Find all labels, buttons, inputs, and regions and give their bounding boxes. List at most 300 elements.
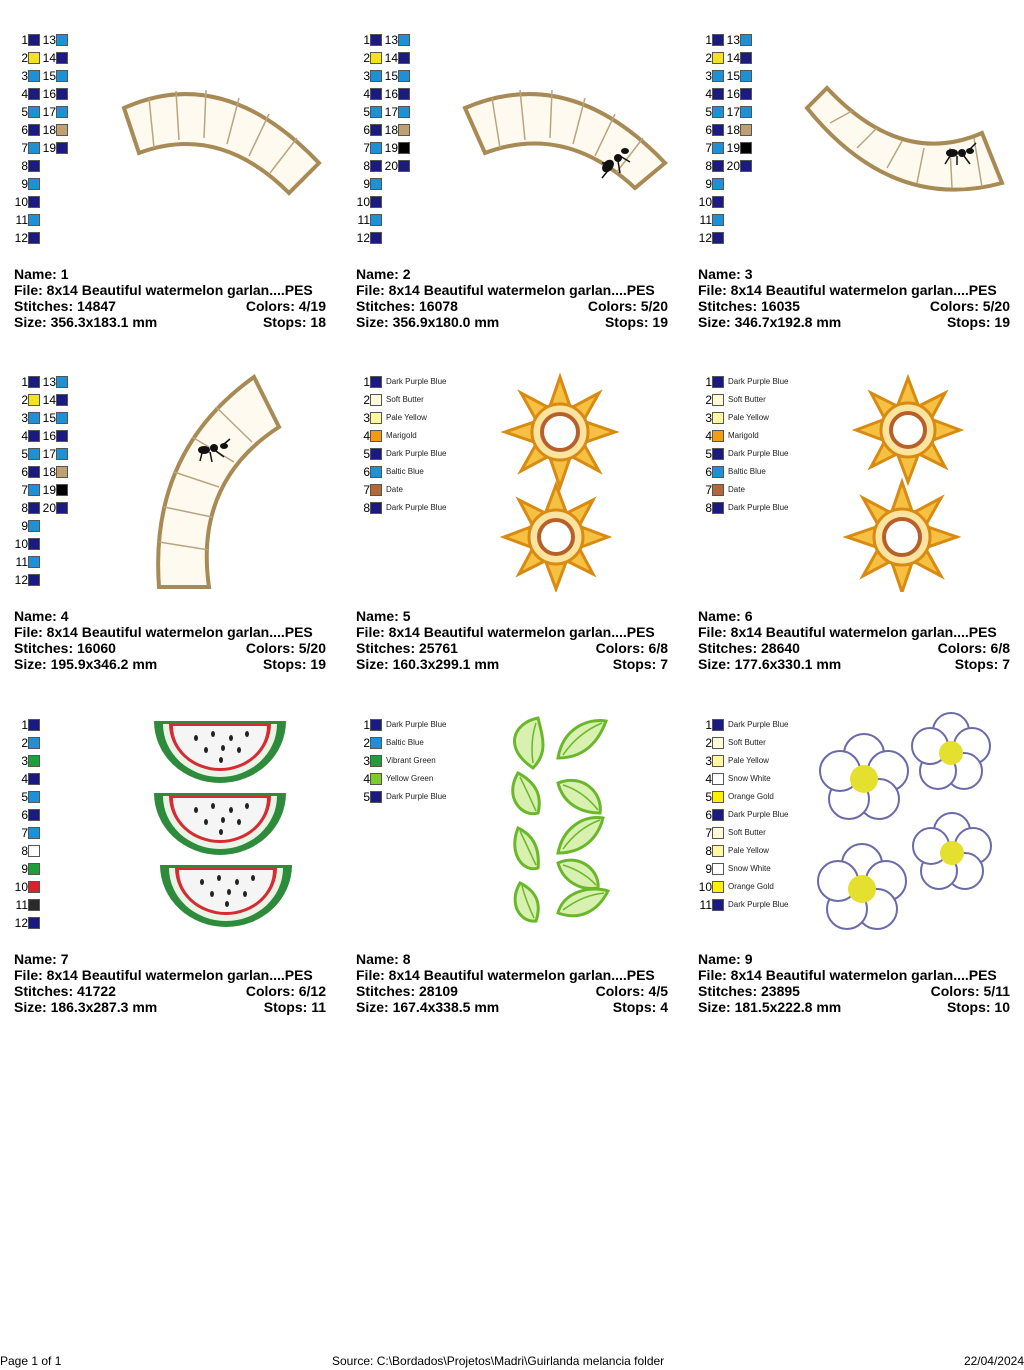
swatch-number: 15 <box>726 69 740 83</box>
swatch-color-box <box>28 845 40 857</box>
swatch-color-box <box>370 70 382 82</box>
design-name: 1 <box>60 266 69 282</box>
color-swatch <box>14 159 40 173</box>
color-count: 5/20 <box>640 298 668 314</box>
color-swatch <box>14 718 40 732</box>
swatch-number: 1 <box>21 375 28 389</box>
swatch-number: 11 <box>699 898 712 912</box>
swatch-number: 9 <box>705 177 712 191</box>
swatch-color-box <box>370 430 382 442</box>
swatch-color-box <box>28 502 40 514</box>
swatch-color-box <box>28 88 40 100</box>
color-count: 4/19 <box>298 298 326 314</box>
color-swatch <box>384 105 410 119</box>
swatch-number: 7 <box>705 141 712 155</box>
swatch-color-box <box>712 88 724 100</box>
swatch-color-box <box>712 124 724 136</box>
color-swatch <box>698 736 766 750</box>
file-name: 8x14 Beautiful watermelon garlan....PES <box>46 624 313 640</box>
swatch-color-box <box>56 70 68 82</box>
swatch-color-box <box>712 214 724 226</box>
color-swatch <box>698 483 745 497</box>
swatch-number: 18 <box>42 123 56 137</box>
swatch-color-box <box>370 214 382 226</box>
swatch-color-box <box>398 70 410 82</box>
design-info: Name: 1 File: 8x14 Beautiful watermelon garlan....PES Stitches: 14847 Colors: 4/19 Size: 356.3x183.1 mm Stops: 18 <box>14 266 326 330</box>
design-card-5[interactable] <box>356 350 686 672</box>
swatch-number: 19 <box>42 483 56 497</box>
color-swatch <box>14 51 40 65</box>
color-swatch <box>14 537 40 551</box>
leaves-image <box>508 713 618 933</box>
swatch-number: 12 <box>356 231 370 245</box>
swatch-color-box <box>28 809 40 821</box>
swatch-color-name: Yellow Green <box>386 774 434 783</box>
color-swatch <box>14 844 40 858</box>
swatch-color-box <box>370 376 382 388</box>
print-date: 22/04/2024 <box>963 1354 1024 1368</box>
color-count: 5/20 <box>298 640 326 656</box>
stop-count: 19 <box>652 314 668 330</box>
swatch-number: 6 <box>705 123 712 137</box>
swatch-number: 11 <box>699 213 712 227</box>
stitch-count: 16035 <box>761 298 800 314</box>
file-name: 8x14 Beautiful watermelon garlan....PES <box>730 282 997 298</box>
swatch-color-box <box>370 106 382 118</box>
swatch-color-name: Baltic Blue <box>386 467 424 476</box>
stop-count: 4 <box>660 999 668 1015</box>
swatch-color-name: Dark Purple Blue <box>728 900 789 909</box>
color-swatch <box>14 790 40 804</box>
swatch-color-box <box>712 412 724 424</box>
swatch-number: 1 <box>363 375 370 389</box>
swatch-color-box <box>370 502 382 514</box>
swatch-color-box <box>370 484 382 496</box>
swatch-color-box <box>56 412 68 424</box>
swatch-number: 12 <box>698 231 712 245</box>
swatch-number: 20 <box>726 159 740 173</box>
swatch-number: 17 <box>384 105 398 119</box>
color-swatch <box>356 772 433 786</box>
design-card-7[interactable] <box>14 693 344 1015</box>
swatch-color-box <box>398 52 410 64</box>
swatch-number: 3 <box>21 411 28 425</box>
color-swatch <box>356 123 382 137</box>
color-swatch <box>14 519 40 533</box>
swatch-number: 1 <box>705 718 712 732</box>
swatch-number: 14 <box>42 51 56 65</box>
design-info: Name: 8 File: 8x14 Beautiful watermelon garlan....PES Stitches: 28109 Colors: 4/5 Size: 167.4x338.5 mm Stops: 4 <box>356 951 668 1015</box>
swatch-color-box <box>712 376 724 388</box>
swatch-color-box <box>712 502 724 514</box>
color-count: 5/11 <box>983 983 1010 999</box>
watermelon-slices-image <box>151 718 296 933</box>
swatch-number: 10 <box>698 195 712 209</box>
swatch-number: 11 <box>15 555 28 569</box>
color-swatch <box>356 213 382 227</box>
swatch-color-box <box>370 719 382 731</box>
swatch-color-box <box>712 448 724 460</box>
swatch-number: 3 <box>705 411 712 425</box>
swatch-number: 1 <box>21 718 28 732</box>
color-swatch <box>356 141 382 155</box>
swatch-number: 14 <box>42 393 56 407</box>
design-size: 167.4x338.5 mm <box>392 999 500 1015</box>
swatch-number: 4 <box>705 87 712 101</box>
color-swatch <box>698 393 766 407</box>
swatch-number: 20 <box>384 159 398 173</box>
swatch-color-box <box>28 520 40 532</box>
swatch-color-box <box>712 142 724 154</box>
swatch-color-name: Dark Purple Blue <box>386 377 447 386</box>
color-swatch <box>14 862 40 876</box>
color-swatch <box>698 790 774 804</box>
color-swatch <box>14 573 40 587</box>
swatch-number: 14 <box>726 51 740 65</box>
swatch-color-box <box>712 52 724 64</box>
design-name: 4 <box>60 608 69 624</box>
swatch-number: 6 <box>363 123 370 137</box>
color-swatch <box>698 195 724 209</box>
color-swatch <box>14 393 40 407</box>
design-info: Name: 2 File: 8x14 Beautiful watermelon garlan....PES Stitches: 16078 Colors: 5/20 Size: 356.9x180.0 mm Stops: 19 <box>356 266 668 330</box>
sunflower-pair-image <box>498 372 628 592</box>
swatch-color-box <box>28 556 40 568</box>
swatch-color-box <box>712 430 724 442</box>
color-swatch <box>42 87 68 101</box>
color-swatch <box>356 51 382 65</box>
swatch-color-box <box>28 52 40 64</box>
color-swatch <box>14 898 40 912</box>
swatch-number: 2 <box>21 736 28 750</box>
color-swatch <box>14 880 40 894</box>
design-info: Name: 6 File: 8x14 Beautiful watermelon garlan....PES Stitches: 28640 Colors: 6/8 Size: 177.6x330.1 mm Stops: 7 <box>698 608 1010 672</box>
swatch-color-name: Dark Purple Blue <box>386 503 447 512</box>
swatch-color-box <box>398 106 410 118</box>
swatch-color-box <box>712 827 724 839</box>
color-swatch <box>698 844 769 858</box>
design-card-1[interactable] <box>14 8 344 330</box>
swatch-number: 5 <box>363 447 370 461</box>
design-size: 346.7x192.8 mm <box>734 314 842 330</box>
swatch-color-box <box>712 845 724 857</box>
color-swatch <box>698 718 788 732</box>
color-swatch <box>726 123 752 137</box>
swatch-number: 7 <box>705 483 712 497</box>
swatch-color-box <box>28 755 40 767</box>
color-swatch <box>698 51 724 65</box>
swatch-number: 10 <box>698 880 712 894</box>
color-swatch <box>14 33 40 47</box>
color-swatch <box>384 141 410 155</box>
swatch-number: 8 <box>21 159 28 173</box>
color-swatch <box>356 718 446 732</box>
page-number: Page 1 of 1 <box>0 1354 62 1368</box>
stitch-count: 28640 <box>761 640 800 656</box>
design-name: 3 <box>744 266 753 282</box>
swatch-number: 9 <box>363 177 370 191</box>
design-card-3[interactable] <box>698 8 1024 330</box>
swatch-color-name: Dark Purple Blue <box>728 720 789 729</box>
swatch-color-box <box>370 34 382 46</box>
color-swatch <box>698 447 788 461</box>
swatch-color-box <box>28 791 40 803</box>
color-swatch <box>356 375 446 389</box>
swatch-number: 3 <box>363 754 370 768</box>
stop-count: 7 <box>660 656 668 672</box>
design-name: 9 <box>744 951 753 967</box>
swatch-color-name: Date <box>728 485 745 494</box>
swatch-color-box <box>56 124 68 136</box>
swatch-color-box <box>712 232 724 244</box>
color-swatch <box>42 483 68 497</box>
swatch-number: 16 <box>726 87 740 101</box>
design-card-8[interactable] <box>356 693 686 1015</box>
color-swatch <box>698 159 724 173</box>
swatch-color-name: Baltic Blue <box>386 738 424 747</box>
color-swatch <box>698 105 724 119</box>
swatch-number: 16 <box>42 87 56 101</box>
color-swatch <box>698 808 788 822</box>
arc-garland-ant-image <box>802 83 1012 203</box>
swatch-number: 1 <box>705 375 712 389</box>
color-swatch <box>356 501 446 515</box>
color-swatch <box>42 447 68 461</box>
swatch-number: 2 <box>705 736 712 750</box>
design-name: 2 <box>402 266 411 282</box>
swatch-color-box <box>370 466 382 478</box>
arc-garland-ant-image <box>460 78 680 198</box>
swatch-color-name: Date <box>386 485 403 494</box>
swatch-number: 8 <box>21 501 28 515</box>
color-swatch <box>384 87 410 101</box>
swatch-number: 8 <box>705 501 712 515</box>
swatch-color-box <box>28 863 40 875</box>
swatch-color-box <box>370 124 382 136</box>
swatch-color-box <box>56 52 68 64</box>
swatch-color-box <box>712 755 724 767</box>
source-path: Source: C:\Bordados\Projetos\Madri\Guirlanda melancia folder <box>332 1354 665 1368</box>
swatch-number: 3 <box>363 69 370 83</box>
swatch-color-box <box>740 160 752 172</box>
color-swatch <box>14 555 40 569</box>
swatch-color-name: Pale Yellow <box>728 413 769 422</box>
swatch-color-box <box>370 755 382 767</box>
swatch-color-box <box>370 737 382 749</box>
swatch-number: 5 <box>21 105 28 119</box>
color-swatch <box>726 105 752 119</box>
design-card-2[interactable] <box>356 8 686 330</box>
swatch-color-box <box>28 232 40 244</box>
file-name: 8x14 Beautiful watermelon garlan....PES <box>46 282 313 298</box>
swatch-number: 7 <box>363 141 370 155</box>
swatch-number: 19 <box>42 141 56 155</box>
stitch-count: 41722 <box>77 983 116 999</box>
color-swatch <box>42 69 68 83</box>
sunflower-pair-image <box>840 372 970 592</box>
swatch-number: 18 <box>384 123 398 137</box>
stop-count: 18 <box>310 314 326 330</box>
color-swatch <box>14 177 40 191</box>
file-name: 8x14 Beautiful watermelon garlan....PES <box>730 967 997 983</box>
color-swatch <box>726 51 752 65</box>
swatch-color-box <box>370 160 382 172</box>
swatch-number: 6 <box>21 123 28 137</box>
color-swatch <box>42 393 68 407</box>
swatch-color-box <box>28 412 40 424</box>
swatch-number: 7 <box>363 483 370 497</box>
swatch-color-box <box>712 466 724 478</box>
swatch-number: 4 <box>21 87 28 101</box>
swatch-color-box <box>712 160 724 172</box>
swatch-color-name: Soft Butter <box>728 828 766 837</box>
swatch-color-box <box>370 791 382 803</box>
design-size: 181.5x222.8 mm <box>734 999 842 1015</box>
swatch-color-box <box>56 88 68 100</box>
color-swatch <box>384 123 410 137</box>
swatch-number: 1 <box>363 718 370 732</box>
color-swatch <box>14 411 40 425</box>
color-swatch <box>384 51 410 65</box>
swatch-color-name: Snow White <box>728 774 771 783</box>
swatch-number: 19 <box>726 141 740 155</box>
swatch-number: 16 <box>42 429 56 443</box>
color-swatch <box>698 429 759 443</box>
swatch-color-name: Vibrant Green <box>386 756 436 765</box>
swatch-number: 2 <box>705 393 712 407</box>
swatch-color-box <box>28 394 40 406</box>
swatch-color-box <box>370 88 382 100</box>
swatch-color-name: Marigold <box>728 431 759 440</box>
swatch-number: 1 <box>705 33 712 47</box>
swatch-color-box <box>56 430 68 442</box>
design-size: 356.3x183.1 mm <box>50 314 158 330</box>
swatch-number: 19 <box>384 141 398 155</box>
swatch-number: 10 <box>14 880 28 894</box>
swatch-color-box <box>740 52 752 64</box>
swatch-number: 2 <box>705 51 712 65</box>
color-swatch <box>356 231 382 245</box>
color-swatch <box>356 465 424 479</box>
swatch-number: 12 <box>14 231 28 245</box>
swatch-color-box <box>28 484 40 496</box>
design-name: 5 <box>402 608 411 624</box>
design-card-4[interactable] <box>14 350 344 672</box>
color-swatch <box>698 213 724 227</box>
swatch-number: 2 <box>21 393 28 407</box>
swatch-color-box <box>370 178 382 190</box>
color-swatch <box>698 465 766 479</box>
swatch-color-box <box>740 124 752 136</box>
swatch-color-box <box>712 70 724 82</box>
swatch-color-box <box>56 448 68 460</box>
design-card-6[interactable] <box>698 350 1024 672</box>
stop-count: 11 <box>311 999 326 1015</box>
color-swatch <box>356 33 382 47</box>
color-swatch <box>356 69 382 83</box>
color-count: 6/8 <box>648 640 668 656</box>
swatch-color-box <box>712 196 724 208</box>
swatch-number: 13 <box>42 33 56 47</box>
swatch-number: 13 <box>42 375 56 389</box>
color-swatch <box>14 754 40 768</box>
design-info: Name: 4 File: 8x14 Beautiful watermelon garlan....PES Stitches: 16060 Colors: 5/20 Size: 195.9x346.2 mm Stops: 19 <box>14 608 326 672</box>
swatch-color-box <box>56 394 68 406</box>
color-swatch <box>698 141 724 155</box>
color-swatch <box>14 375 40 389</box>
swatch-color-name: Dark Purple Blue <box>386 792 447 801</box>
design-size: 195.9x346.2 mm <box>50 656 158 672</box>
color-swatch <box>14 826 40 840</box>
color-swatch <box>698 87 724 101</box>
swatch-number: 5 <box>705 790 712 804</box>
swatch-color-box <box>398 124 410 136</box>
swatch-number: 5 <box>363 790 370 804</box>
color-swatch <box>14 87 40 101</box>
swatch-number: 11 <box>15 898 28 912</box>
color-swatch <box>14 465 40 479</box>
swatch-color-name: Soft Butter <box>728 395 766 404</box>
swatch-color-box <box>28 737 40 749</box>
swatch-number: 13 <box>726 33 740 47</box>
swatch-color-box <box>712 773 724 785</box>
swatch-number: 15 <box>42 411 56 425</box>
design-card-9[interactable] <box>698 693 1024 1015</box>
color-swatch <box>356 177 382 191</box>
stop-count: 10 <box>994 999 1010 1015</box>
swatch-number: 9 <box>705 862 712 876</box>
swatch-number: 7 <box>705 826 712 840</box>
swatch-color-box <box>28 106 40 118</box>
swatch-color-box <box>712 106 724 118</box>
swatch-color-name: Snow White <box>728 864 771 873</box>
swatch-color-name: Soft Butter <box>728 738 766 747</box>
swatch-color-box <box>28 448 40 460</box>
stop-count: 7 <box>1002 656 1010 672</box>
swatch-color-box <box>28 196 40 208</box>
swatch-color-box <box>712 484 724 496</box>
swatch-color-box <box>28 178 40 190</box>
color-swatch <box>698 411 769 425</box>
swatch-color-box <box>370 52 382 64</box>
swatch-number: 8 <box>21 844 28 858</box>
swatch-number: 1 <box>363 33 370 47</box>
color-swatch <box>14 447 40 461</box>
swatch-number: 4 <box>363 772 370 786</box>
swatch-color-box <box>28 214 40 226</box>
swatch-number: 13 <box>384 33 398 47</box>
color-swatch <box>698 862 771 876</box>
swatch-color-box <box>56 376 68 388</box>
stitch-count: 16078 <box>419 298 458 314</box>
swatch-color-name: Dark Purple Blue <box>386 449 447 458</box>
color-swatch <box>356 447 446 461</box>
swatch-color-name: Orange Gold <box>728 882 774 891</box>
swatch-color-box <box>28 899 40 911</box>
swatch-number: 3 <box>363 411 370 425</box>
swatch-color-box <box>712 863 724 875</box>
swatch-color-box <box>370 232 382 244</box>
swatch-color-box <box>370 196 382 208</box>
color-swatch <box>14 231 40 245</box>
swatch-color-box <box>370 448 382 460</box>
swatch-color-box <box>56 106 68 118</box>
stitch-count: 28109 <box>419 983 458 999</box>
design-size: 177.6x330.1 mm <box>734 656 842 672</box>
swatch-color-box <box>28 773 40 785</box>
color-swatch <box>42 123 68 137</box>
color-swatch <box>14 429 40 443</box>
